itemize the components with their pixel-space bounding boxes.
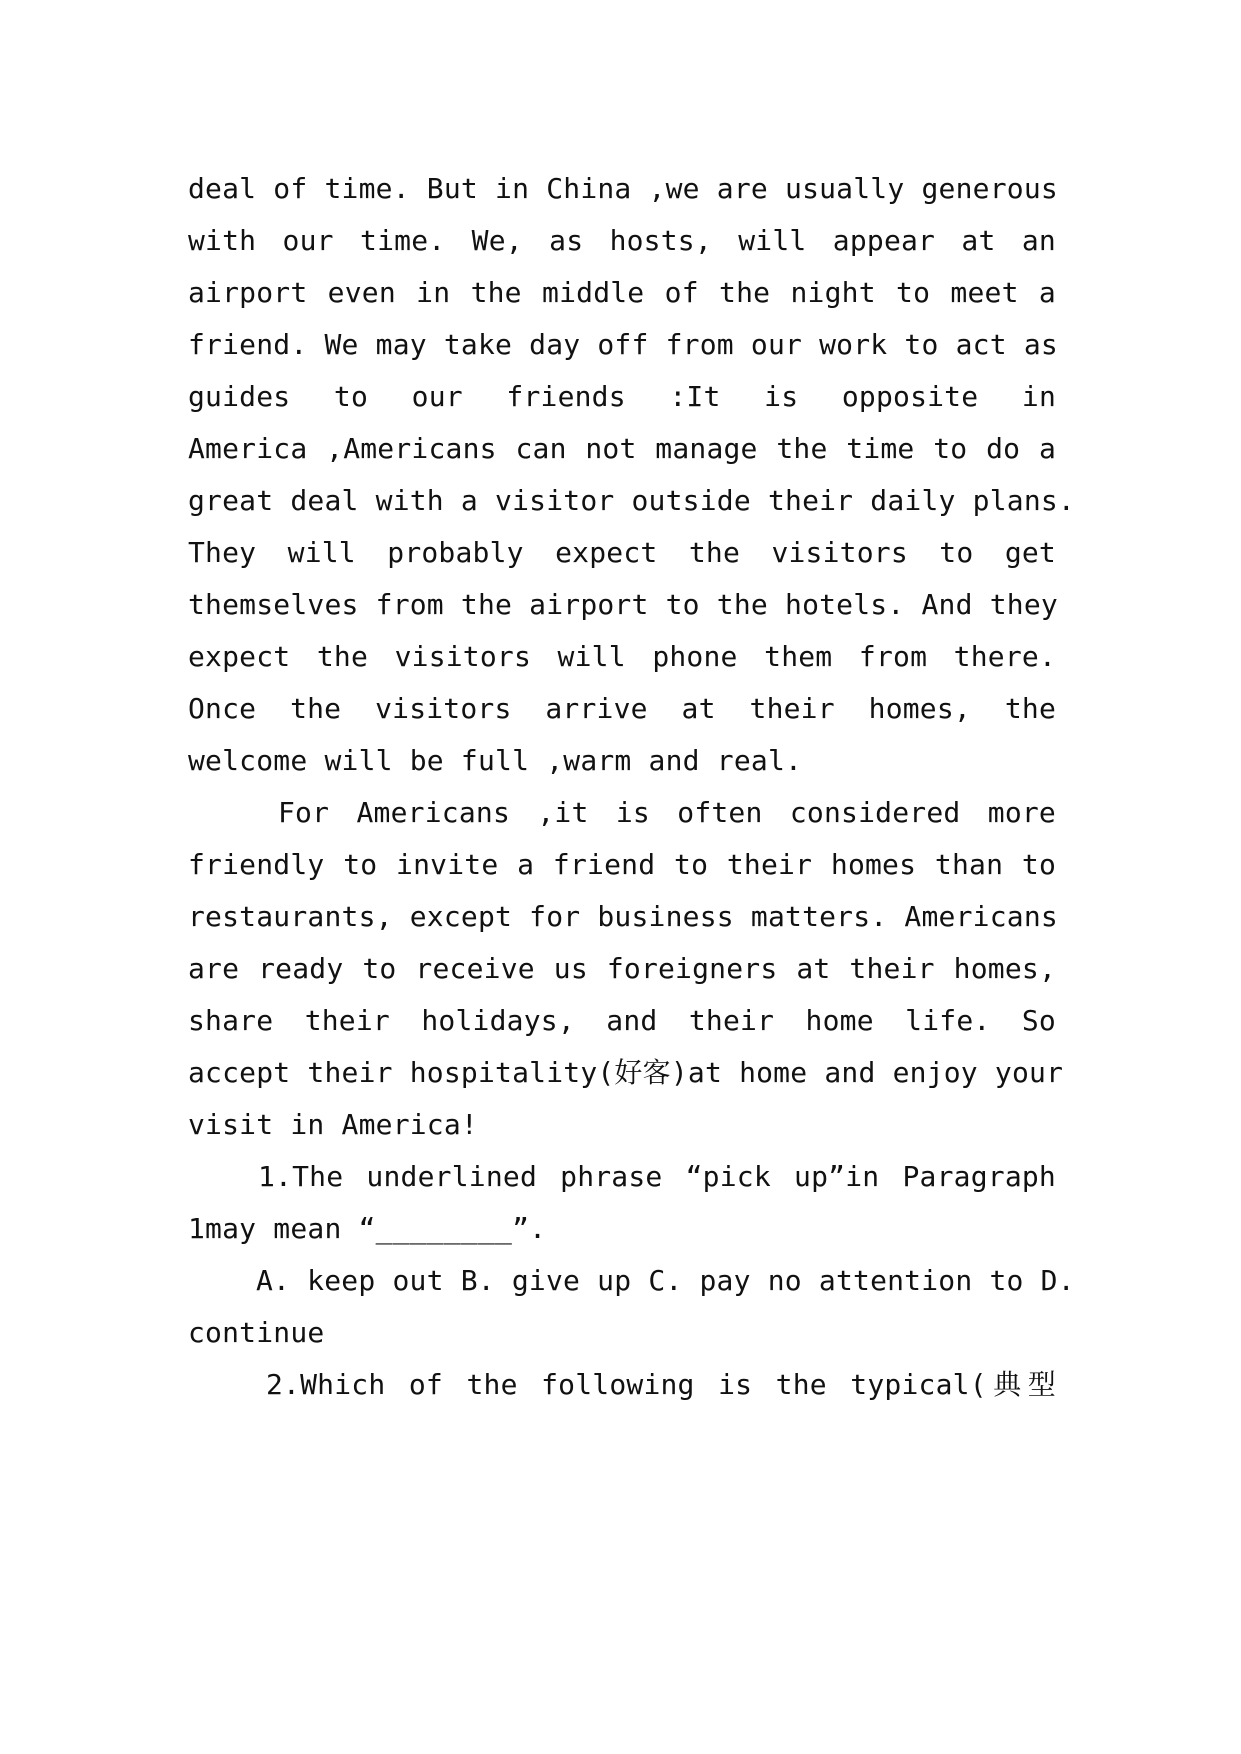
text-line: friendly to invite a friend to their homes than to xyxy=(188,848,1056,881)
text-line: America ,Americans can not manage the time to do a xyxy=(188,432,1056,465)
question-1-options-continuation: continue xyxy=(188,1316,325,1349)
text-line: expect the visitors will phone them from there. xyxy=(188,640,1056,673)
text-line: guides to our friends :It is opposite in xyxy=(188,380,1056,413)
text-line: Once the visitors arrive at their homes, the xyxy=(188,692,1056,725)
text-line: friend. We may take day off from our work to act as xyxy=(188,328,1058,361)
text-line: accept their hospitality(好客)at home and enjoy your xyxy=(188,1056,1064,1089)
text-line: airport even in the middle of the night to meet a xyxy=(188,276,1056,309)
paragraph-first-line: For Americans ,it is often considered more xyxy=(278,796,1056,829)
question-2: 2.Which of the following is the typical(典型 xyxy=(266,1368,1056,1401)
text-line: restaurants, except for business matters. Americans xyxy=(188,900,1058,933)
question-1: 1.The underlined phrase “pick up”in Paragraph xyxy=(258,1160,1056,1193)
text-line: are ready to receive us foreigners at their homes, xyxy=(188,952,1056,985)
text-line: visit in America! xyxy=(188,1108,478,1141)
text-line: deal of time. But in China ,we are usually generous xyxy=(188,172,1058,205)
text-line: themselves from the airport to the hotels. And they xyxy=(188,588,1058,621)
text-line: They will probably expect the visitors to get xyxy=(188,536,1056,569)
text-line: welcome will be full ,warm and real. xyxy=(188,744,803,777)
text-line: great deal with a visitor outside their daily plans. xyxy=(188,484,1075,517)
question-1-continuation: 1may mean “________”. xyxy=(188,1212,547,1245)
text-line: share their holidays, and their home life. So xyxy=(188,1004,1056,1037)
text-line: with our time. We, as hosts, will appear at an xyxy=(188,224,1056,257)
question-1-options: A. keep out B. give up C. pay no attention to D. xyxy=(256,1264,1075,1297)
